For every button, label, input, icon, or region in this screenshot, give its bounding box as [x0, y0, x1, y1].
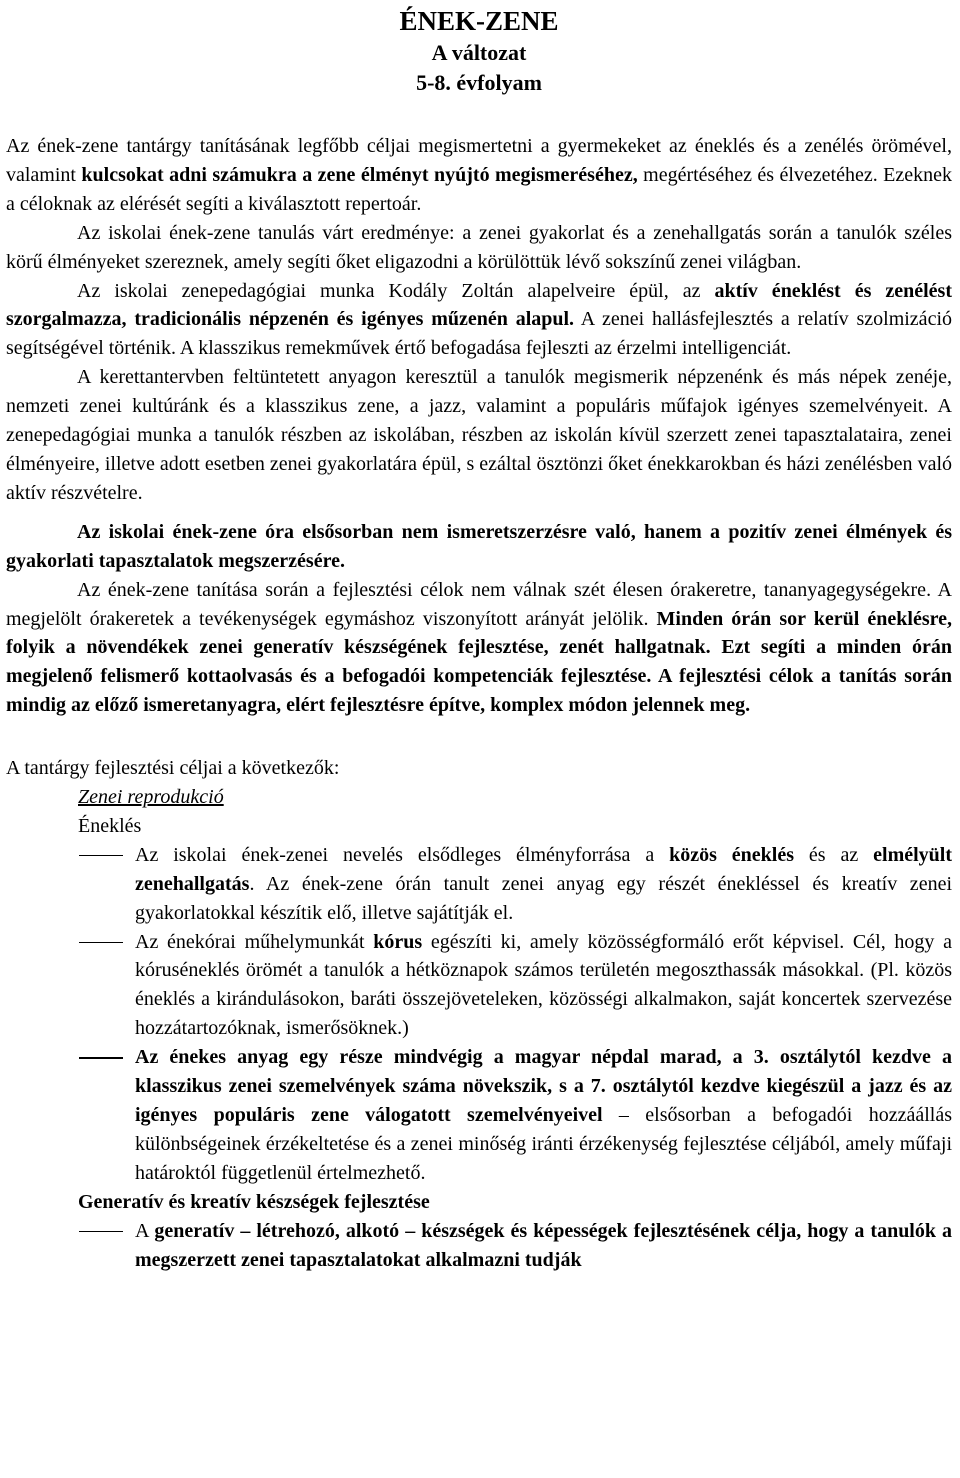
generative-bullet-text-a: A — [135, 1219, 155, 1242]
bullet-1-text-a: Az iskolai ének-zenei nevelés elsődleges élményforrása a — [135, 843, 670, 866]
section-heading-reproduction: Zenei reprodukció — [78, 786, 224, 809]
bullet-3-bold: Az énekes anyag egy része mindvégig a magyar népdal marad, a 3. osztálytól kezdve a klasszikus zenei szemelvények száma növekszik, s a 7. osztálytól kezdve kiegészül a jazz és az igényes populáris zene válogatott szemelvényeivel — [135, 1046, 952, 1126]
bullet-3-text-b: – elsősorban a befogadói hozzáállás különbségeinek érzékeltetése és a zenei minőség iránti érzékenység fejlesztése céljából, amely műfaji határoktól függetlenül értelmezhető. — [135, 1104, 952, 1184]
intro-p3-bold: aktív éneklést és zenélést szorgalmazza, tradicionális népzenén és igényes műzenén alapul. — [6, 279, 952, 331]
intro-paragraph-3 — [6, 277, 952, 364]
intro-p6-bold: Minden órán sor kerül éneklésre, folyik a növendékek zenei generatív készségének fejlesztése, zenét hallgatnak. Ezt segíti a minden órán megjelenő felismerő kottaolvasás és a befogadói kompetenciák fejlesztése. A fejlesztési célok a tanítás során mindig az előző ismeretanyagra, elért fejlesztésre építve, komplex módon jelennek meg. — [6, 607, 952, 717]
intro-p6-text-a: Az ének-zene tanítása során a fejlesztési célok nem válnak szét élesen órakeretre, tananyagegységekre. A megjelölt órakeretek a tevékenységek egymáshoz viszonyított arányát jelölik. — [6, 578, 952, 630]
document-title: ÉNEK-ZENE — [399, 6, 559, 36]
list-item — [6, 841, 952, 928]
intro-p3-text-c: A zenei hallásfejlesztés a relatív szolmizáció segítségével történik. A klasszikus remekművek értő befogadása fejleszti az érzelmi intelligenciát. — [6, 308, 952, 360]
intro-p3-text-a: Az iskolai zenepedagógiai munka Kodály Zoltán alapelveire épül, az — [77, 279, 715, 302]
list-item — [6, 1217, 952, 1275]
intro-p1-text-a: Az ének-zene tantárgy tanításának legfőbb céljai megismertetni a gyermekeket az éneklés és a zenélés örömével, valamint — [6, 135, 952, 186]
intro-paragraph-6 — [6, 576, 952, 721]
bullet-1-bold-a: közös éneklés — [669, 843, 795, 866]
intro-paragraph-4: A kerettantervben feltüntetett anyagon keresztül a tanulók megismerik népzenénk és más népek zenéje, nemzeti zenei kultúránk és a klasszikus zene, a jazz, valamint a populáris műfajok igényes szemelvényeit. A zenepedagógiai munka a tanulók részben az iskolában, részben az iskolán kívül szerzett zenei tapasztalataira, zenei élményeire, illetve adott esetben zenei gyakorlatára épül, s ezáltal ösztönzi őket énekkarokban és házi zenélésben való aktív részvételre. — [6, 366, 952, 504]
bullet-1-text-e: . Az ének-zene órán tanult zenei anyag egy részét énekléssel és kreatív zenei gyakorlatokkal készítik elő, illetve sajátítják el. — [135, 872, 952, 924]
grades-subtitle: 5-8. évfolyam — [416, 70, 542, 95]
list-item — [6, 1043, 952, 1188]
bullet-1-text-c: és az — [794, 843, 874, 866]
dash-bullet-icon — [79, 942, 123, 944]
variant-subtitle: A változat — [431, 40, 527, 65]
goals-lead: A tantárgy fejlesztési céljai a következők: — [6, 757, 340, 780]
dash-bullet-icon — [79, 1057, 123, 1059]
bullet-2-text-a: Az énekórai műhelymunkát — [135, 930, 374, 953]
list-item — [6, 928, 952, 1044]
singing-bullet-list — [6, 841, 952, 1188]
bullet-2-bold: kórus — [373, 930, 423, 953]
dash-bullet-icon — [79, 855, 123, 857]
intro-paragraph-2: Az iskolai ének-zene tanulás várt eredménye: a zenei gyakorlat és a zenehallgatás során a tanulók széles körű élményeket szereznek, amely segíti őket eligazodni a körülöttük lévő sokszínű zenei világban. — [6, 221, 952, 273]
generative-heading: Generatív és kreatív készségek fejlesztése — [78, 1190, 430, 1213]
intro-paragraph-1 — [6, 132, 952, 219]
intro-p1-bold: kulcsokat adni számukra a zene élményt nyújtó megismeréséhez, — [81, 163, 638, 186]
subsection-heading-singing: Éneklés — [78, 814, 142, 837]
dash-bullet-icon — [79, 1231, 123, 1233]
bullet-1-bold-b: elmélyült zenehallgatás — [135, 843, 953, 895]
intro-paragraph-5: Az iskolai ének-zene óra elsősorban nem ismeretszerzésre való, hanem a pozitív zenei élmények és gyakorlati tapasztalatok megszerzésére. — [6, 520, 952, 572]
bullet-2-text-c: egészíti ki, amely közösségformáló erőt képvisel. Cél, hogy a kóruséneklés örömét a tanulók a hétköznapok számos területén megoszthassák másokkal. (Pl. közös éneklés a kirándulásokon, baráti összejöveteleken, közösségi alkalmakon, saját koncertek szervezése hozzátartozóknak, ismerősöknek.) — [135, 930, 952, 1040]
generative-bullet-bold: generatív – létrehozó, alkotó – készségek és képességek fejlesztésének célja, hogy a tanulók a megszerzett zenei tapasztalatokat alkalmazni tudják — [135, 1219, 953, 1271]
generative-bullet-list — [6, 1217, 952, 1275]
intro-p1-text-c: megértéséhez és élvezetéhez. Ezeknek a céloknak az elérését segíti a kiválasztott repertoár. — [6, 163, 952, 215]
